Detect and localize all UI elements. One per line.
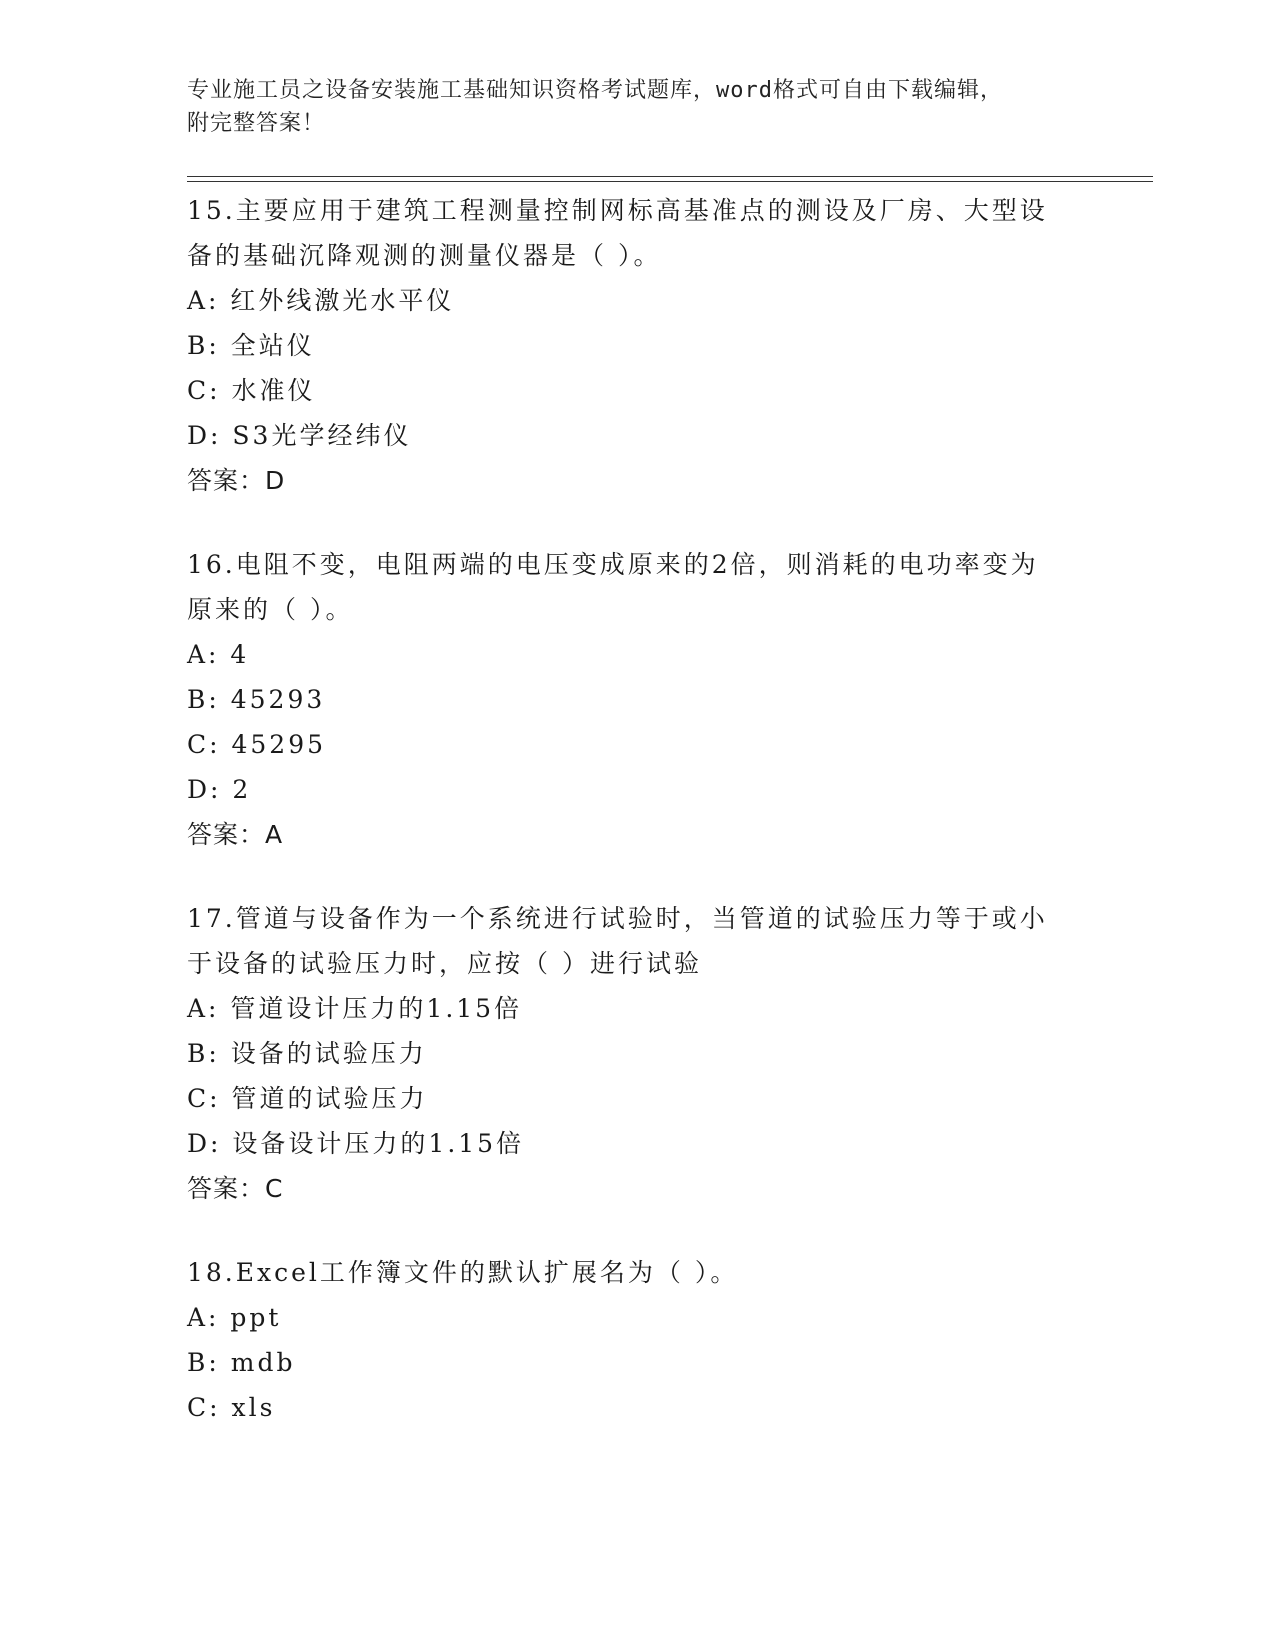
option-c: C: 45295 xyxy=(187,730,327,759)
option-a: A: 4 xyxy=(187,640,250,669)
question-18 xyxy=(187,1250,1087,1430)
answer-value: D xyxy=(265,466,286,495)
answer-line xyxy=(187,812,1087,857)
answer-label: 答案： xyxy=(187,466,266,495)
header-divider-top xyxy=(187,176,1153,177)
option-a: A: 管道设计压力的1.15倍 xyxy=(187,994,523,1023)
option-b: B: 设备的试验压力 xyxy=(187,1039,427,1068)
answer-value: A xyxy=(265,820,284,849)
question-stem: 16.电阻不变，电阻两端的电压变成原来的2倍，则消耗的电功率变为 原来的（ ）。 xyxy=(187,550,1039,624)
option-d: D: 设备设计压力的1.15倍 xyxy=(187,1129,525,1158)
question-stem: 18.Excel工作簿文件的默认扩展名为（ ）。 xyxy=(187,1258,739,1287)
header-divider-bottom xyxy=(187,181,1153,182)
option-b: B: mdb xyxy=(187,1348,296,1377)
option-b: B: 45293 xyxy=(187,685,326,714)
header-line-2: 附完整答案！ xyxy=(187,111,326,136)
option-b: B: 全站仪 xyxy=(187,331,315,360)
answer-line xyxy=(187,458,1087,503)
option-c: C: 管道的试验压力 xyxy=(187,1084,428,1113)
document-header xyxy=(187,74,1067,140)
option-c: C: xls xyxy=(187,1393,276,1422)
answer-line xyxy=(187,1166,1087,1211)
option-d: D: S3光学经纬仪 xyxy=(187,421,412,450)
question-16 xyxy=(187,542,1087,857)
answer-label: 答案： xyxy=(187,820,266,849)
answer-label: 答案： xyxy=(187,1174,266,1203)
question-list xyxy=(187,188,1087,1469)
question-17 xyxy=(187,896,1087,1211)
question-15 xyxy=(187,188,1087,503)
question-stem: 17.管道与设备作为一个系统进行试验时，当管道的试验压力等于或小 于设备的试验压力时，应按（ ）进行试验 xyxy=(187,904,1048,978)
option-a: A: ppt xyxy=(187,1303,282,1332)
option-c: C: 水准仪 xyxy=(187,376,316,405)
option-d: D: 2 xyxy=(187,775,252,804)
answer-value: C xyxy=(265,1174,284,1203)
header-line-1: 专业施工员之设备安装施工基础知识资格考试题库，word格式可自由下载编辑， xyxy=(187,78,1003,103)
question-stem: 15.主要应用于建筑工程测量控制网标高基准点的测设及厂房、大型设 备的基础沉降观测的测量仪器是（ ）。 xyxy=(187,196,1048,270)
option-a: A: 红外线激光水平仪 xyxy=(187,286,455,315)
